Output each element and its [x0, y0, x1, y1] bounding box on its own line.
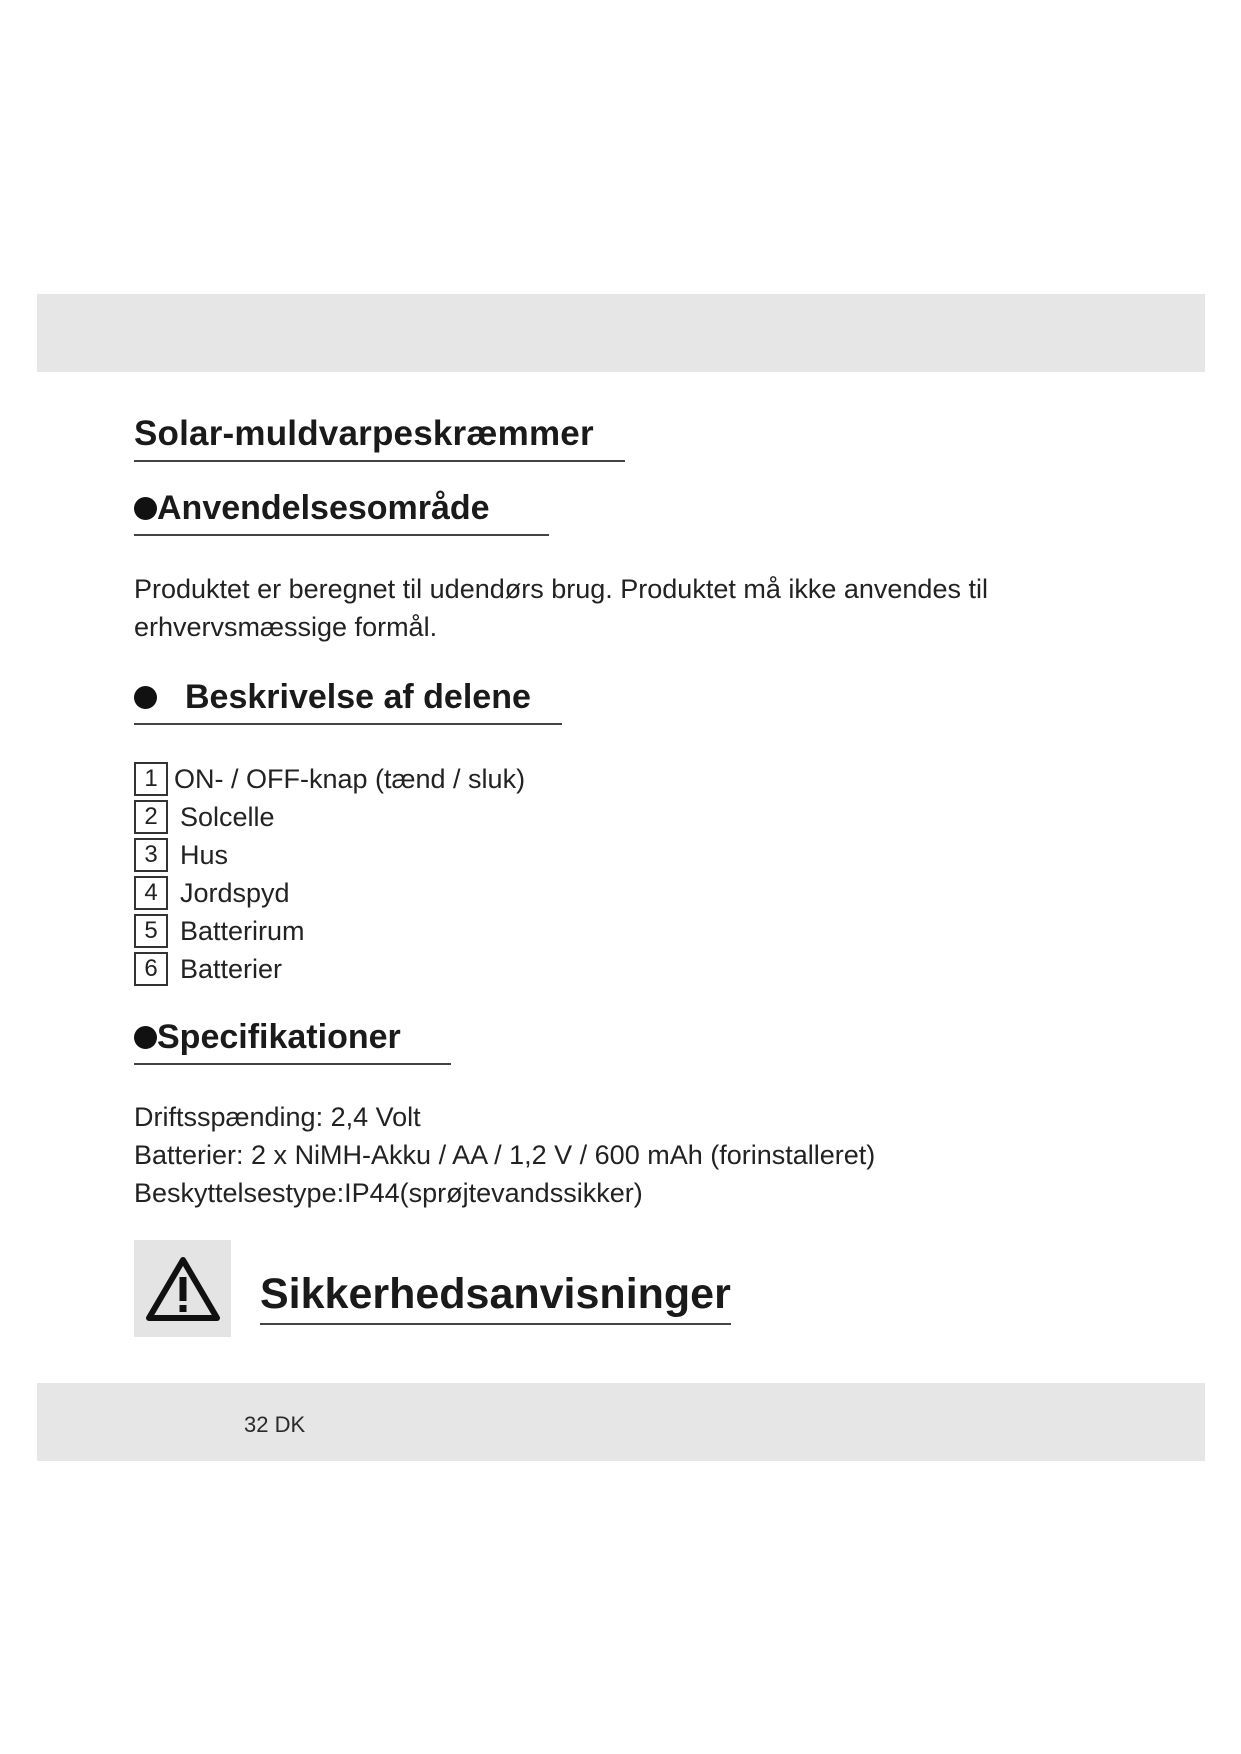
- bullet-icon: [134, 686, 157, 709]
- section-heading-text: Beskrivelse af delene: [185, 678, 531, 716]
- bullet-icon: [134, 497, 157, 520]
- warning-triangle-icon: [134, 1240, 231, 1337]
- section-heading-text: Anvendelsesområde: [157, 489, 490, 527]
- page-number: 32 DK: [244, 1412, 306, 1437]
- spec-line: Beskyttelsestype:IP44(sprøjtevandssikker): [134, 1178, 643, 1208]
- section-heading-beskrivelse: [134, 678, 562, 725]
- list-item: [134, 950, 525, 988]
- anvendelse-paragraph: Produktet er beregnet til udendørs brug. Produktet må ikke anvendes til erhvervsmæssige formål.: [134, 574, 988, 642]
- list-item: [134, 874, 525, 912]
- part-label: Jordspyd: [180, 877, 290, 908]
- safety-heading: Sikkerhedsanvisninger: [260, 1270, 731, 1325]
- part-number: 2: [134, 800, 168, 834]
- part-label: Batterirum: [180, 915, 305, 946]
- part-label: Solcelle: [180, 801, 275, 832]
- parts-list: [134, 760, 525, 988]
- part-label: Hus: [180, 839, 229, 870]
- part-label: Batterier: [180, 953, 283, 984]
- part-label: ON- / OFF-knap (tænd / sluk): [174, 763, 526, 794]
- list-item: [134, 798, 525, 836]
- section-heading-anvendelse: [134, 489, 549, 536]
- list-item: [134, 836, 525, 874]
- specifications-block: [134, 1098, 875, 1212]
- list-item: [134, 760, 525, 798]
- list-item: [134, 912, 525, 950]
- section-heading-text: Specifikationer: [157, 1018, 401, 1056]
- part-number: 5: [134, 914, 168, 948]
- spec-line: Batterier: 2 x NiMH-Akku / AA / 1,2 V / 600 mAh (forinstalleret): [134, 1140, 876, 1170]
- part-number: 4: [134, 876, 168, 910]
- part-number: 3: [134, 838, 168, 872]
- section-heading-specifikationer: [134, 1018, 451, 1065]
- footer-band: [37, 1383, 1205, 1461]
- part-number: 6: [134, 952, 168, 986]
- spec-line: Driftsspænding: 2,4 Volt: [134, 1102, 421, 1132]
- header-band: [37, 294, 1205, 372]
- bullet-icon: [134, 1026, 157, 1049]
- part-number: 1: [134, 762, 168, 796]
- page-title: Solar-muldvarpeskræmmer: [134, 414, 625, 462]
